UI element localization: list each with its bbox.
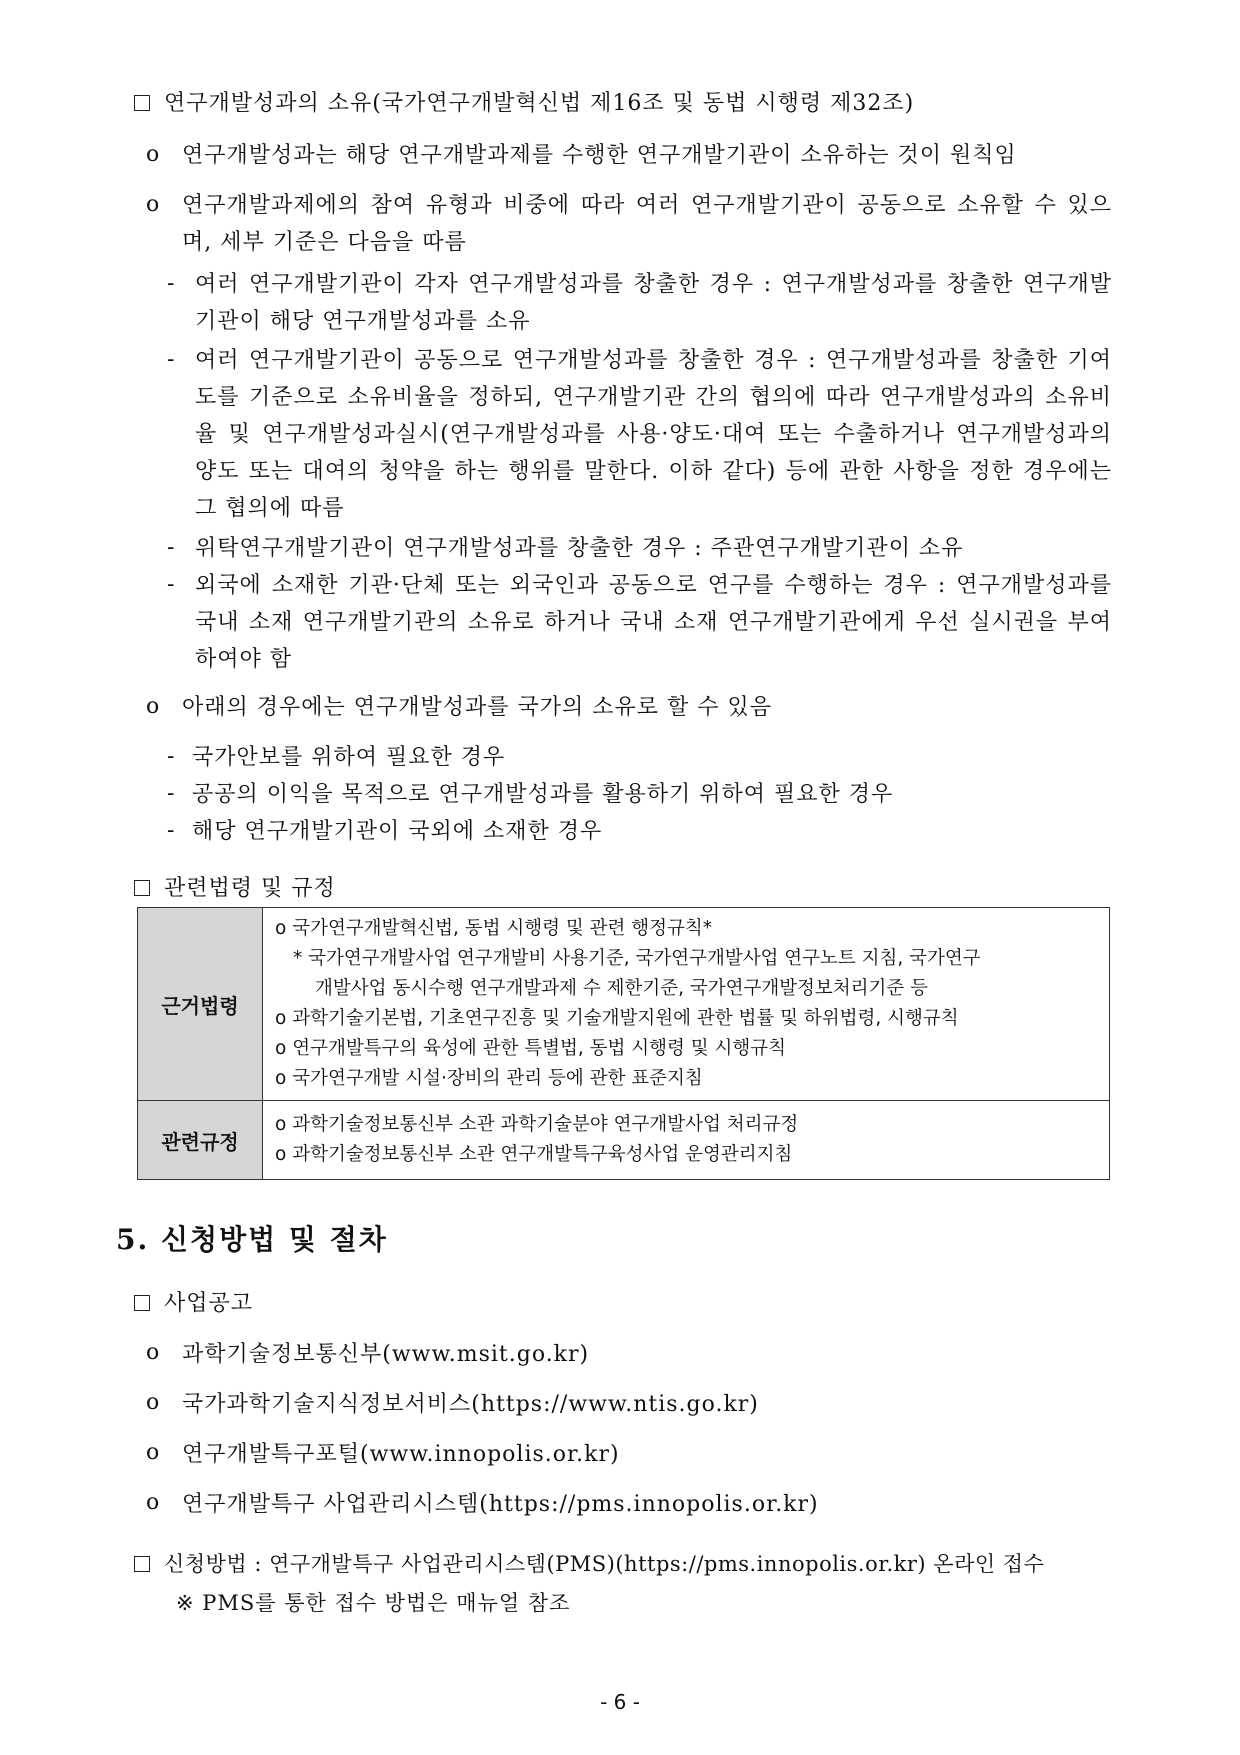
notice-item: 과학기술정보통신부(www.msit.go.kr) (182, 1342, 590, 1367)
law-line: * 국가연구개발사업 연구개발비 사용기준, 국가연구개발사업 연구노트 지침, 국가연구 (293, 948, 981, 969)
bullet-marker: o (146, 1490, 160, 1515)
laws-row2-body (263, 1101, 1110, 1180)
dash-marker: - (167, 781, 175, 806)
ownership-dash-1: 여러 연구개발기관이 각자 연구개발성과를 창출한 경우 : 연구개발성과를 창출한 연구개발기관이 해당 연구개발성과를 소유 (195, 272, 1112, 334)
dash-marker: - (167, 572, 175, 597)
ownership-b3-dash-2: 공공의 이익을 목적으로 연구개발성과를 활용하기 위하여 필요한 경우 (192, 782, 894, 807)
ownership-dash-3: 위탁연구개발기관이 연구개발성과를 창출한 경우 : 주관연구개발기관이 소유 (195, 536, 964, 561)
ownership-dash-2: 여러 연구개발기관이 공동으로 연구개발성과를 창출한 경우 : 연구개발성과를 창출한 기여도를 기준으로 소유비율을 정하되, 연구개발기관 간의 협의에 따라 연구개발성과의 소유비율 및 연구개발성과실시(연구개발성과를 사용·양도·대여 또는 수출하거나 연구개발성과의 양도 또는 대여의 청약을 하는 행위를 말한다. 이하 같다) 등에 관한 사항을 정한 경우에는 그 협의에 따름 (195, 348, 1112, 521)
notice-heading: 사업공고 (134, 1286, 253, 1317)
ownership-dash-4: 외국에 소재한 기관·단체 또는 외국인과 공동으로 연구를 수행하는 경우 : 연구개발성과를 국내 소재 연구개발기관의 소유로 하거나 국내 소재 연구개발기관에게 우선 실시권을 부여하여야 함 (195, 573, 1112, 672)
checkbox-square-icon (134, 880, 150, 896)
bullet-marker: o (146, 1340, 160, 1365)
notice-item: 연구개발특구포털(www.innopolis.or.kr) (182, 1442, 620, 1467)
table-row (138, 1101, 1110, 1180)
ownership-bullet-2: 연구개발과제에의 참여 유형과 비중에 따라 여러 연구개발기관이 공동으로 소유할 수 있으며, 세부 기준은 다음을 따름 (182, 193, 1112, 255)
ownership-b3-dash-1: 국가안보를 위하여 필요한 경우 (192, 745, 506, 770)
dash-marker: - (167, 818, 175, 843)
bullet-marker: o (146, 1440, 160, 1465)
apply-method: 신청방법 : 연구개발특구 사업관리시스템(PMS)(https://pms.innopolis.or.kr) 온라인 접수 (134, 1548, 1044, 1578)
page-number: - 6 - (600, 1690, 640, 1714)
ownership-b3-dash-3: 해당 연구개발기관이 국외에 소재한 경우 (192, 819, 603, 844)
law-line: 개발사업 동시수행 연구개발과제 수 제한기준, 국가연구개발정보처리기준 등 (315, 978, 929, 999)
laws-row2-header: 관련규정 (138, 1101, 263, 1180)
bullet-marker: o (146, 1390, 160, 1415)
ownership-heading: 연구개발성과의 소유(국가연구개발혁신법 제16조 및 동법 시행령 제32조) (134, 86, 914, 117)
laws-row1-body (263, 908, 1110, 1101)
bullet-marker: o (146, 192, 160, 217)
laws-heading: 관련법령 및 규정 (134, 871, 336, 902)
notice-item: 국가과학기술지식정보서비스(https://www.ntis.go.kr) (182, 1392, 759, 1417)
table-row (138, 908, 1110, 1101)
checkbox-square-icon (134, 1556, 150, 1572)
checkbox-square-icon (134, 95, 150, 111)
dash-marker: - (167, 744, 175, 769)
checkbox-square-icon (134, 1295, 150, 1311)
law-line: o 과학기술기본법, 기초연구진흥 및 기술개발지원에 관한 법률 및 하위법령, 시행규칙 (275, 1008, 959, 1029)
law-line: o 과학기술정보통신부 소관 과학기술분야 연구개발사업 처리규정 (275, 1114, 799, 1135)
section-title: 5. 신청방법 및 절차 (116, 1223, 388, 1256)
laws-table (137, 907, 1110, 1180)
ownership-bullet-1: 연구개발성과는 해당 연구개발과제를 수행한 연구개발기관이 소유하는 것이 원칙임 (182, 143, 1017, 168)
dash-marker: - (167, 535, 175, 560)
law-line: o 과학기술정보통신부 소관 연구개발특구육성사업 운영관리지침 (275, 1144, 793, 1165)
law-line: o 연구개발특구의 육성에 관한 특별법, 동법 시행령 및 시행규칙 (275, 1038, 787, 1059)
law-line: o 국가연구개발 시설·장비의 관리 등에 관한 표준지침 (275, 1068, 703, 1089)
apply-note: ※ PMS를 통한 접수 방법은 매뉴얼 참조 (176, 1591, 571, 1615)
bullet-marker: o (146, 142, 160, 167)
ownership-bullet-3: 아래의 경우에는 연구개발성과를 국가의 소유로 할 수 있음 (182, 695, 773, 720)
notice-item: 연구개발특구 사업관리시스템(https://pms.innopolis.or.kr) (182, 1492, 819, 1517)
bullet-marker: o (146, 694, 160, 719)
dash-marker: - (167, 271, 175, 296)
law-line: o 국가연구개발혁신법, 동법 시행령 및 관련 행정규칙* (275, 918, 713, 939)
laws-row1-header: 근거법령 (138, 908, 263, 1101)
dash-marker: - (167, 347, 175, 372)
